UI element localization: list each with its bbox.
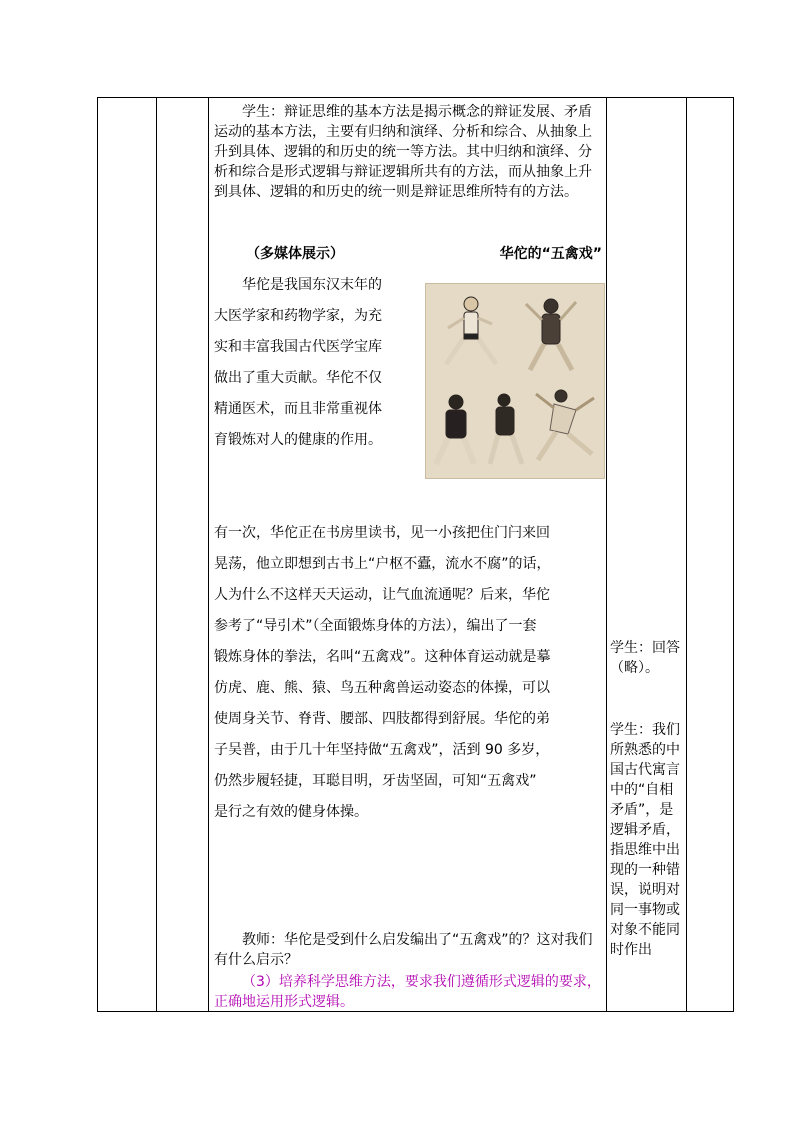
story-line: 锻炼身体的拳法，名叫“五禽戏”。这种体育运动就是摹 — [214, 649, 551, 665]
story-line: 是行之有效的健身体操。 — [214, 804, 368, 820]
story-line: 晃荡，他立即想到古书上“户枢不蠹，流水不腐”的话， — [214, 556, 551, 572]
main-content-column — [210, 98, 606, 1011]
story-line: 做出了重大贡献。华佗不仅 — [214, 370, 382, 386]
story-line: 子吴普，由于几十年坚持做“五禽戏”，活到 90 多岁， — [214, 742, 550, 758]
story-line: 精通医术，而且非常重视体 — [214, 401, 382, 417]
story-line: 人为什么不这样天天运动，让气血流通呢？后来，华佗 — [214, 587, 550, 603]
lesson-table — [97, 97, 734, 1012]
student-answer-1: 学生：回答（略）。 — [610, 640, 680, 676]
story-line: 参考了“导引术”（全面锻炼身体的方法），编出了一套 — [214, 618, 537, 634]
column-divider — [208, 98, 209, 1011]
column-divider — [606, 98, 607, 1011]
column-divider — [686, 98, 687, 1011]
student-answer-2: 学生：我们所熟悉的中国古代寓言中的“自相矛盾”，是逻辑矛盾，指思维中出现的一种错误，说明对同一事物或对象不能同时作出 — [610, 722, 680, 958]
story-wrap-text — [214, 301, 422, 456]
story-wrap-text — [214, 270, 422, 301]
story-line: 有一次，华佗正在书房里读书，见一小孩把住门闩来回 — [214, 525, 550, 541]
story-line: 使周身关节、脊背、腰部、四肢都得到舒展。华佗的弟 — [214, 711, 550, 727]
student-activity-column — [608, 98, 686, 1011]
story-line: 仿虎、鹿、熊、猿、鸟五种禽兽运动姿态的体操，可以 — [214, 680, 550, 696]
media-heading — [214, 243, 604, 263]
illustration-svg — [426, 284, 605, 479]
story-line: 育锻炼对人的健康的作用。 — [214, 432, 382, 448]
column-divider — [156, 98, 157, 1011]
teaching-goal-highlight: （3）培养科学思维方法，要求我们遵循形式逻辑的要求，正确地运用形式逻辑。 — [214, 974, 601, 1010]
media-label: （多媒体展示） — [246, 246, 344, 262]
story-line: 实和丰富我国古代医学宝库 — [214, 339, 382, 355]
media-title: 华佗的“五禽戏” — [499, 246, 602, 262]
story-line: 大医学家和药物学家，为充 — [214, 308, 382, 324]
five-animal-exercise-illustration — [425, 283, 605, 479]
story-full-width-text — [214, 518, 604, 828]
student-answer-dialectics: 学生：辩证思维的基本方法是揭示概念的辩证发展、矛盾运动的基本方法，主要有归纳和演绎、分析和综合、从抽象上升到具体、逻辑的和历史的统一等方法。其中归纳和演绎、分析和综合是形式逻辑与辩证逻辑所共有的方法，而从抽象上升到具体、逻辑的和历史的统一则是辩证思维所特有的方法。 — [214, 104, 592, 200]
story-line: 仍然步履轻捷，耳聪目明，牙齿坚固，可知“五禽戏” — [214, 773, 537, 789]
story-line: 华佗是我国东汉末年的 — [242, 277, 382, 293]
teacher-question: 教师：华佗是受到什么启发编出了“五禽戏”的？这对我们有什么启示？ — [214, 932, 593, 968]
